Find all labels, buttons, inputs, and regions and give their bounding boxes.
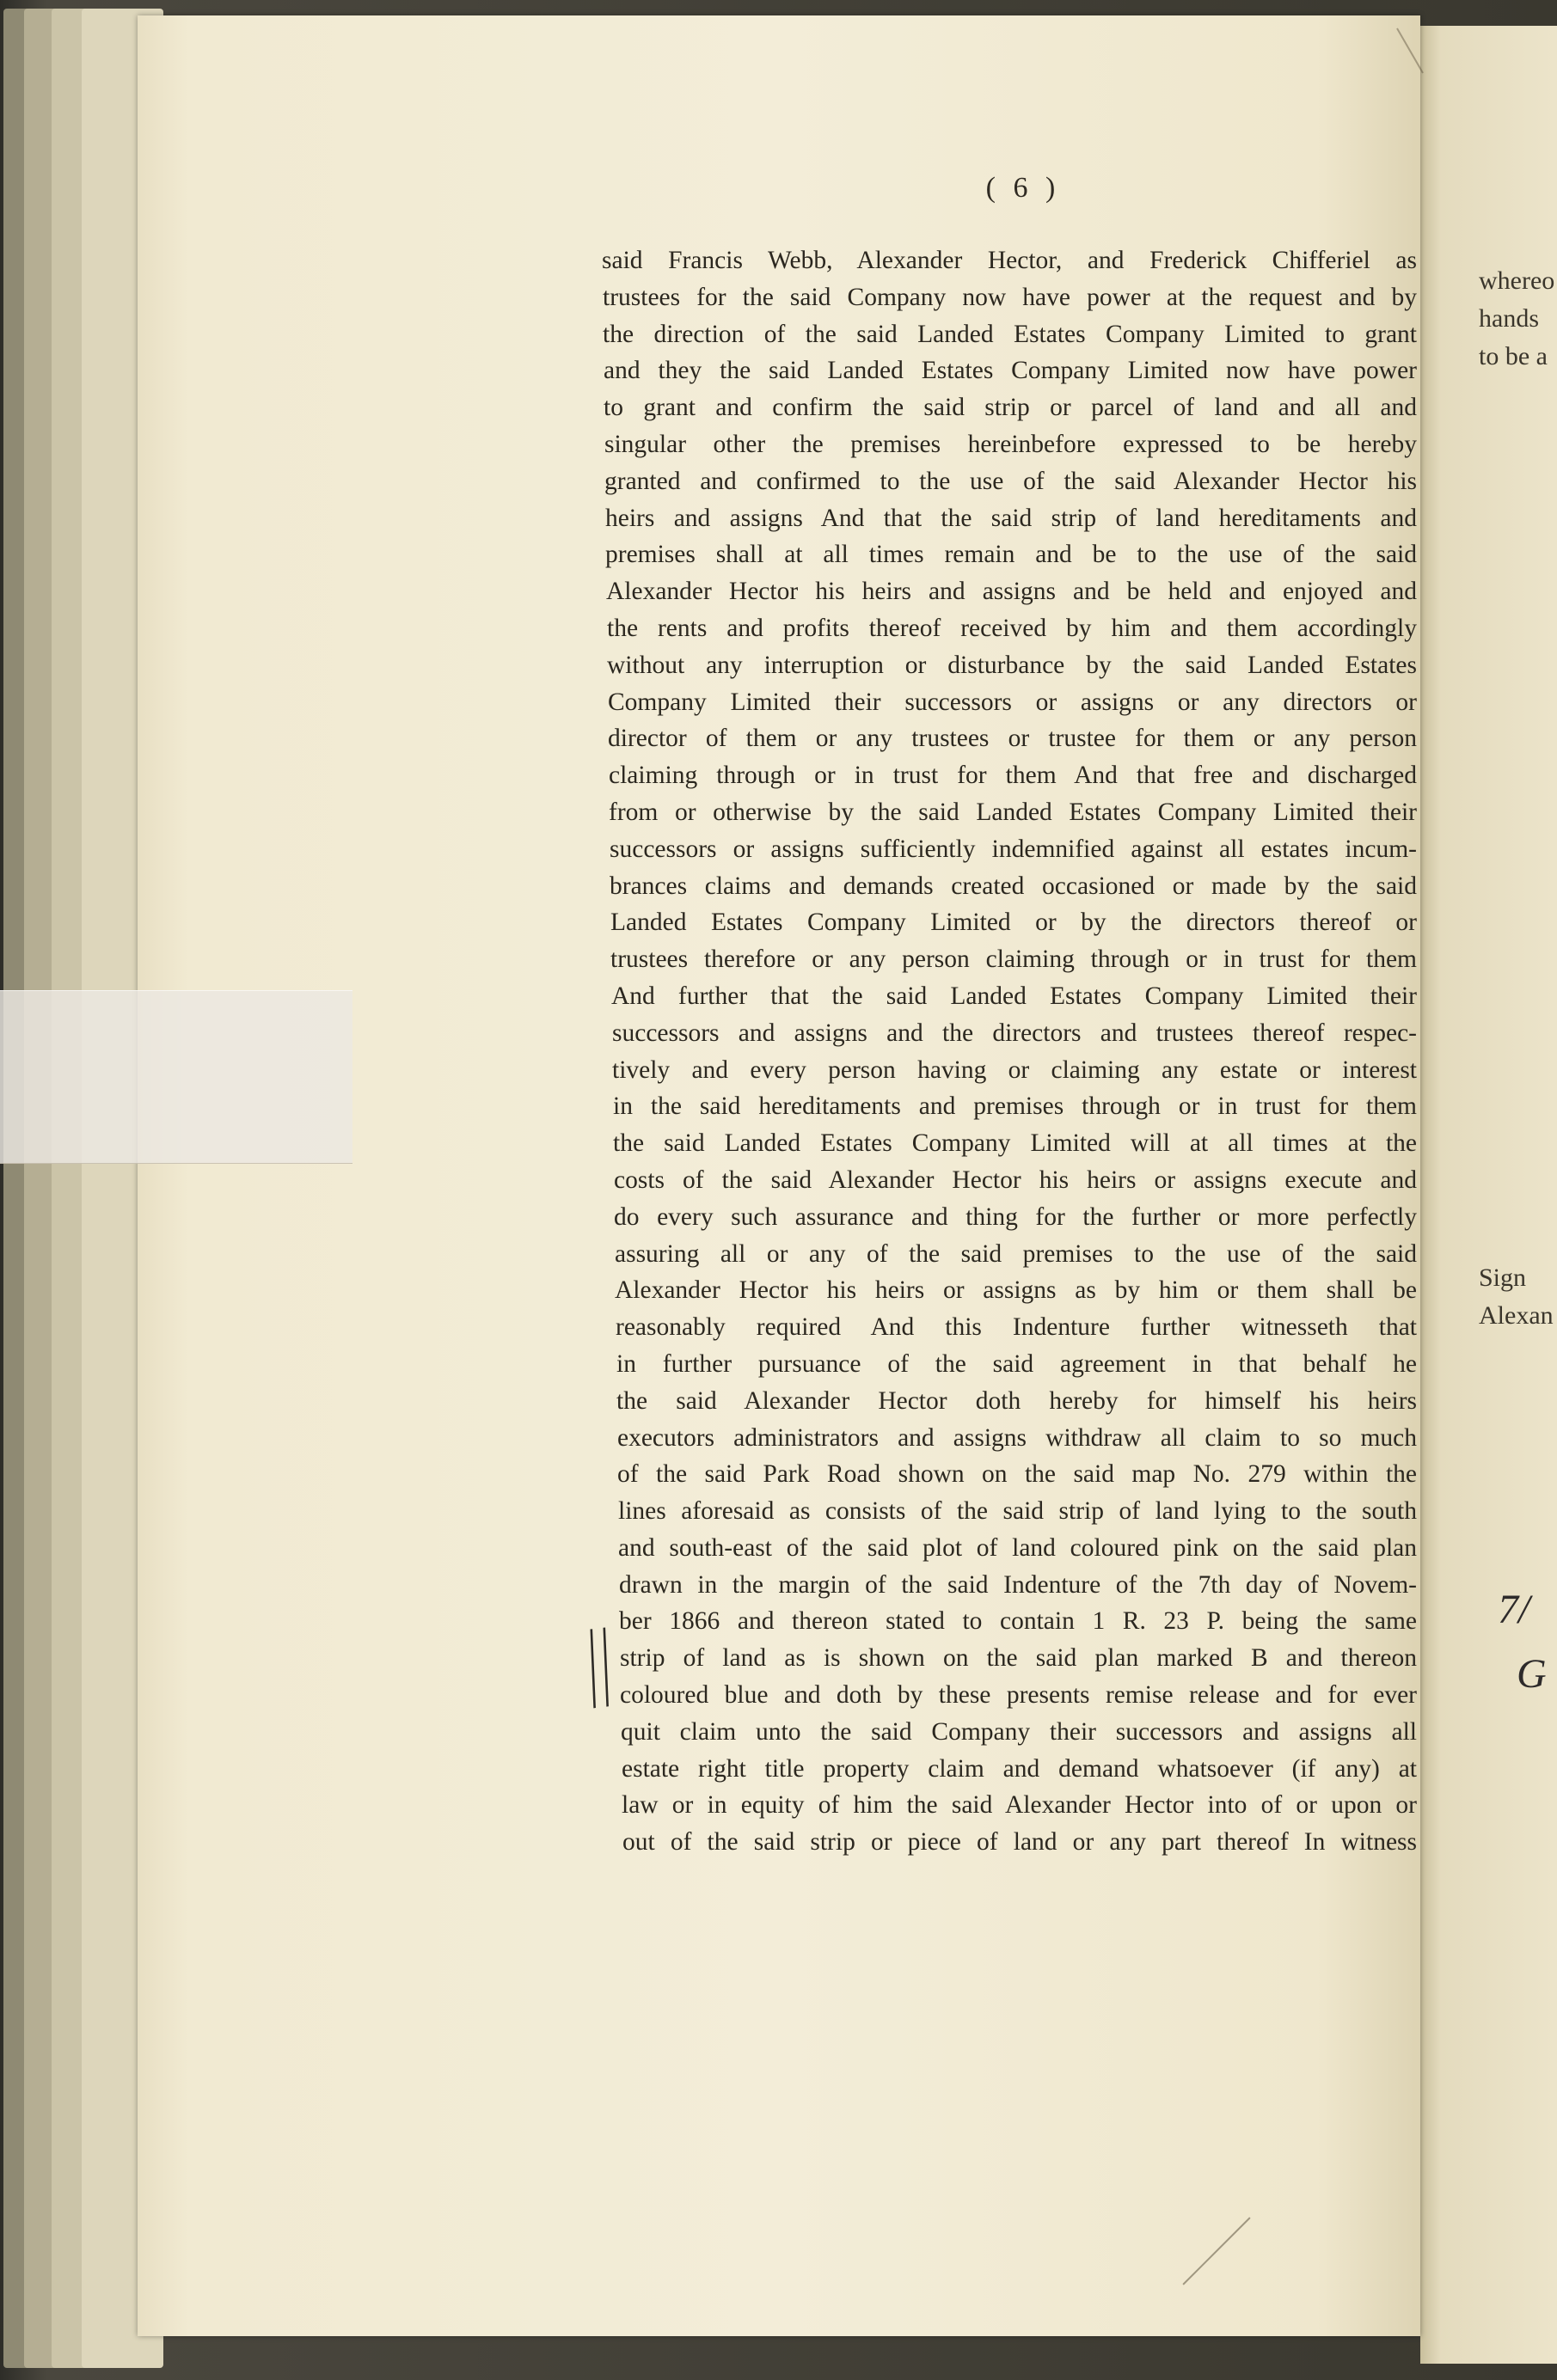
text-line: the said Landed Estates Company Limited will at all times at the xyxy=(613,1129,1417,1158)
text-line: and they the said Landed Estates Company Limited now have power xyxy=(604,357,1417,385)
next-page-fragment: Alexan xyxy=(1479,1301,1554,1330)
text-line: of the said Park Road shown on the said map No. 279 within the xyxy=(617,1460,1417,1489)
text-line: and south-east of the said plot of land coloured pink on the said plan xyxy=(618,1533,1417,1562)
text-line: heirs and assigns And that the said strip of land hereditaments and xyxy=(605,504,1417,532)
text-line: assuring all or any of the said premises to the use of the said xyxy=(615,1239,1417,1268)
next-page-fragment: to be a xyxy=(1479,342,1548,370)
text-line: to grant and confirm the said strip or parcel of land and all and xyxy=(604,394,1417,422)
paper-crease xyxy=(1182,2217,1250,2285)
text-line: estate right title property claim and demand whatsoever (if any) at xyxy=(622,1754,1417,1783)
text-line: strip of land as is shown on the said plan marked B and thereon xyxy=(620,1644,1417,1673)
text-line: brances claims and demands created occasioned or made by the said xyxy=(610,872,1417,900)
text-line: quit claim unto the said Company their successors and assigns all xyxy=(621,1717,1417,1746)
handwritten-note: G xyxy=(1517,1651,1547,1697)
paper-tear xyxy=(1396,28,1424,74)
text-line: drawn in the margin of the said Indenture of the 7th day of Novem- xyxy=(619,1570,1417,1599)
text-line: granted and confirmed to the use of the said Alexander Hector his xyxy=(604,467,1417,495)
text-line: out of the said strip or piece of land or any part thereof In witness xyxy=(622,1828,1417,1857)
text-line: successors and assigns and the directors and trustees thereof respec- xyxy=(612,1019,1417,1047)
text-line: premises shall at all times remain and be to the use of the said xyxy=(605,541,1417,569)
text-line: coloured blue and doth by these presents remise release and for ever xyxy=(620,1681,1417,1710)
page-number: ( 6 ) xyxy=(985,172,1061,204)
text-line: the direction of the said Landed Estates Company Limited to grant xyxy=(603,320,1417,348)
text-line: singular other the premises hereinbefore expressed to be hereby xyxy=(604,430,1417,458)
text-line: trustees therefore or any person claiming through or in trust for them xyxy=(610,945,1417,974)
text-line: said Francis Webb, Alexander Hector, and Frederick Chifferiel as xyxy=(602,247,1417,274)
handwritten-note: 7/ xyxy=(1498,1587,1530,1632)
text-line: law or in equity of him the said Alexander Hector into of or upon or xyxy=(622,1791,1417,1820)
text-line: the rents and profits thereof received by him and them accordingly xyxy=(607,614,1417,642)
text-line: Alexander Hector his heirs or assigns as by him or them shall be xyxy=(615,1276,1417,1305)
text-line: tively and every person having or claiming any estate or interest xyxy=(612,1055,1417,1084)
next-page-fragment: whereo xyxy=(1479,266,1555,295)
text-line: in the said hereditaments and premises through or in trust for them xyxy=(613,1092,1417,1121)
text-line: And further that the said Landed Estates Company Limited their xyxy=(611,982,1417,1010)
adhesive-tape xyxy=(0,990,352,1164)
text-line: claiming through or in trust for them And that free and discharged xyxy=(609,762,1417,790)
text-line: the said Alexander Hector doth hereby for himself his heirs xyxy=(616,1386,1417,1415)
text-line: Alexander Hector his heirs and assigns and be held and enjoyed and xyxy=(606,578,1417,606)
text-line: Company Limited their successors or assigns or any directors or xyxy=(608,688,1417,716)
text-line: in further pursuance of the said agreement in that behalf he xyxy=(616,1349,1417,1378)
text-line: from or otherwise by the said Landed Estates Company Limited their xyxy=(609,798,1417,826)
text-line: executors administrators and assigns withdraw all claim to so much xyxy=(617,1423,1417,1452)
next-page xyxy=(1420,26,1557,2364)
body-text xyxy=(602,242,1417,1861)
text-line: lines aforesaid as consists of the said strip of land lying to the south xyxy=(618,1497,1417,1526)
text-line: do every such assurance and thing for the further or more perfectly xyxy=(614,1202,1417,1231)
handwritten-margin-mark: || xyxy=(582,1614,613,1710)
text-line: director of them or any trustees or trustee for them or any person xyxy=(608,725,1417,753)
text-line: costs of the said Alexander Hector his heirs or assigns execute and xyxy=(614,1166,1417,1194)
text-line: successors or assigns sufficiently indemnified against all estates incum- xyxy=(610,835,1417,863)
text-line: reasonably required And this Indenture further witnesseth that xyxy=(616,1313,1417,1342)
next-page-fragment: hands xyxy=(1479,304,1539,333)
text-line: ber 1866 and thereon stated to contain 1 R. 23 P. being the same xyxy=(619,1607,1417,1636)
next-page-fragment: Sign xyxy=(1479,1263,1527,1292)
text-line: Landed Estates Company Limited or by the directors thereof or xyxy=(610,909,1417,937)
text-line: trustees for the said Company now have power at the request and by xyxy=(603,283,1417,311)
text-line: without any interruption or disturbance by the said Landed Estates xyxy=(607,651,1417,679)
